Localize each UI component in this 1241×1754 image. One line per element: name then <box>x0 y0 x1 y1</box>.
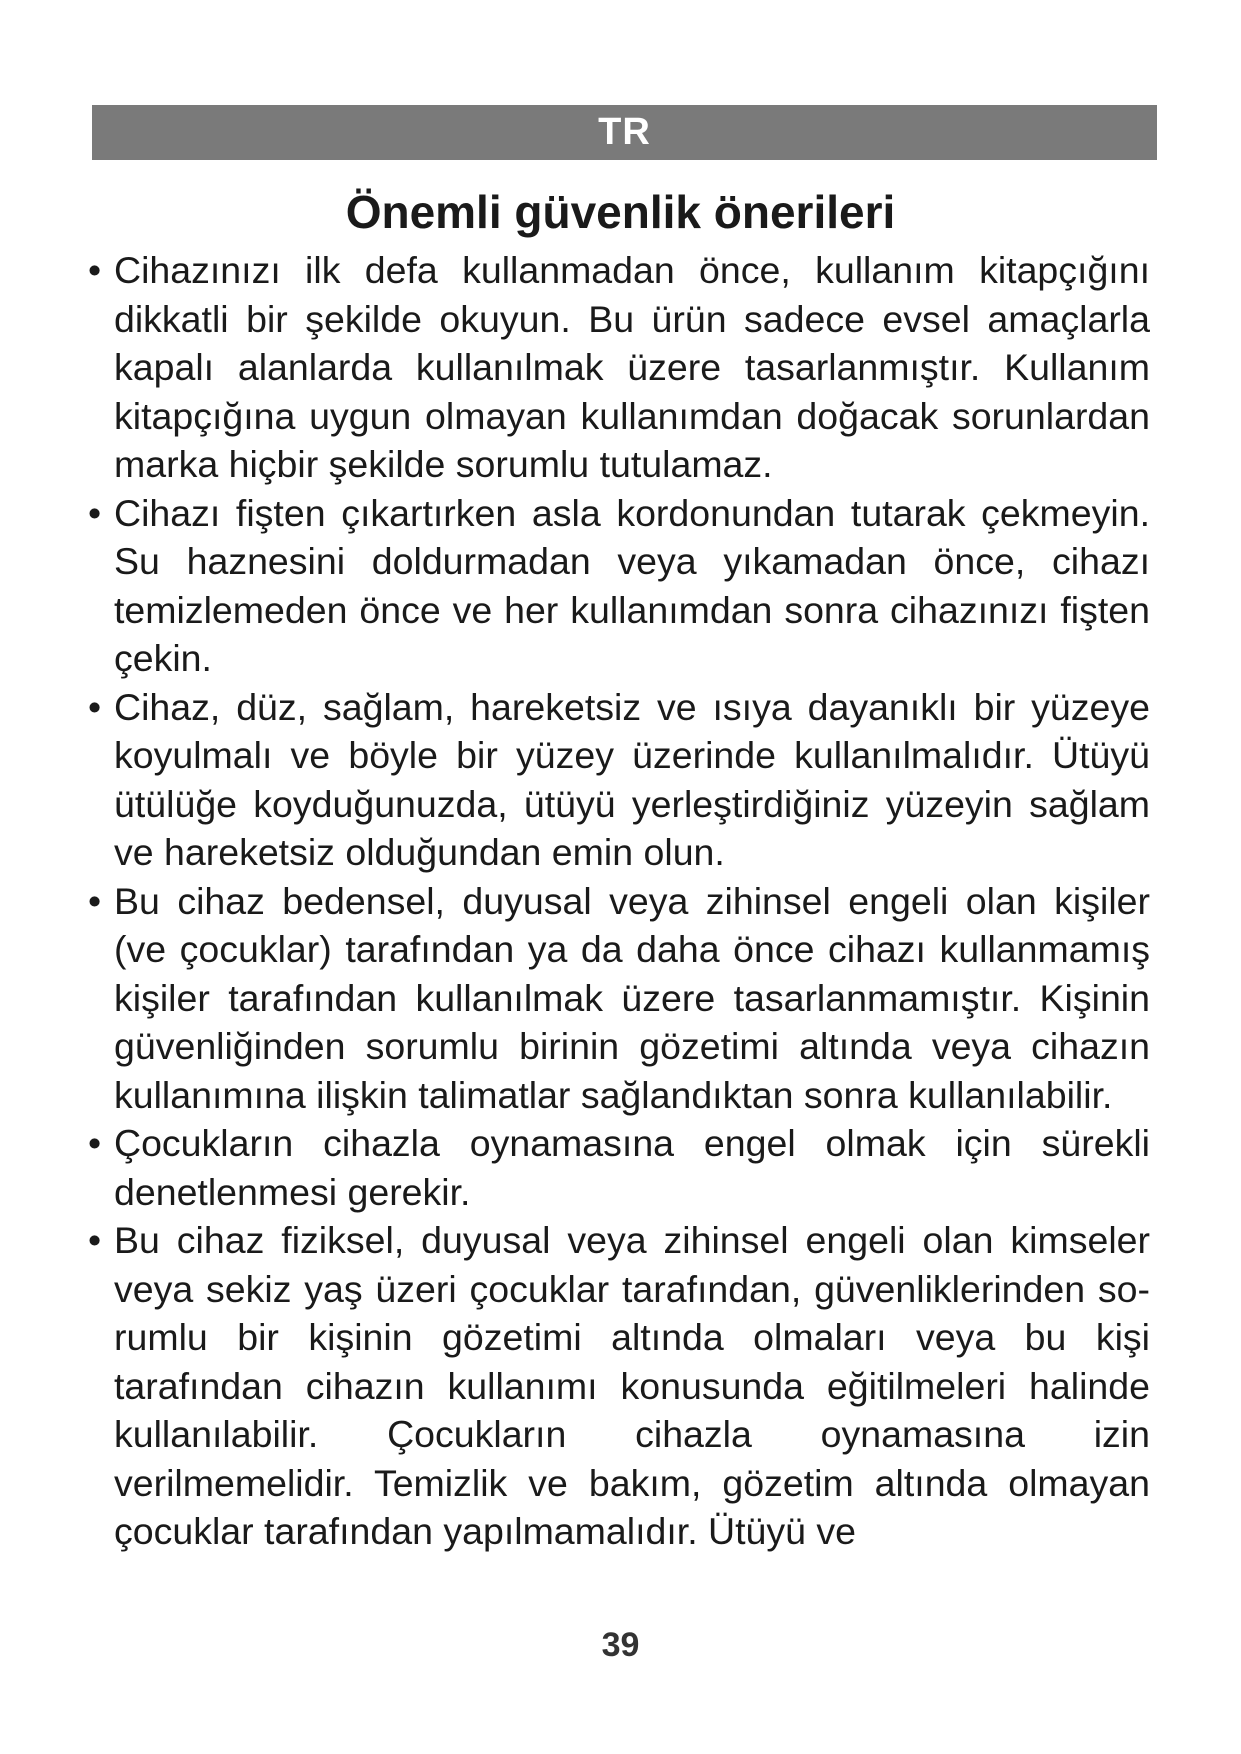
list-item-text: Cihazınızı ilk defa kullanmadan önce, kullanım kitapçığını dikkatli bir şekilde okuyun. Bu ürün sadece evsel amaçlarla kapalı alanlarda kullanılmak üzere tasarlanmıştır. Kullanım kitapçığına uygun olmayan kullanımdan doğacak sorunlardan marka hiçbir şekilde sorumlu tutulamaz. <box>114 249 1150 485</box>
bullet-icon: • <box>88 1122 102 1164</box>
list-item <box>88 877 1150 1120</box>
page-title: Önemli güvenlik önerileri <box>345 186 896 238</box>
bullet-icon: • <box>88 1219 102 1261</box>
list-item-text: Cihaz, düz, sağlam, hareketsiz ve ısıya dayanıklı bir yüzeye koyulmalı ve böyle bir yüzey üzerinde kullanılmalıdır. Ütüyü ütülüğe koyduğunuzda, ütüyü yerleştirdiğiniz yüzeyin sağlam ve hareketsiz olduğundan emin olun. <box>114 685 1150 873</box>
list-item-text: Çocukların cihazla oynamasına engel olmak için sürekli denetlenmesi gerekir. <box>114 1122 1150 1213</box>
language-header-bar <box>92 105 1157 160</box>
list-item <box>88 1216 1150 1556</box>
list-item <box>88 246 1150 489</box>
bullet-icon: • <box>88 491 102 534</box>
safety-list <box>88 246 1150 1556</box>
bullet-icon: • <box>88 879 102 922</box>
page-number: 39 <box>601 1626 640 1664</box>
list-item-text: Bu cihaz bedensel, duyusal veya zihinsel engeli olan kişiler (ve çocuklar) tarafından ya da daha önce cihazı kullanmamış kişiler tarafından kullanılmak üzere tasarlanmamıştır. Kişinin güvenliğinden sorumlu birinin gözetimi altında veya cihazın kullanımına ilişkin talimatlar sağlandıktan sonra kullanılabilir. <box>114 879 1150 1116</box>
language-code: TR <box>598 111 651 153</box>
bullet-icon: • <box>88 685 102 728</box>
list-item-text: Cihazı fişten çıkartırken asla kordonundan tutarak çekmeyin. Su haznesini doldurmadan veya yıkamadan önce, cihazı temizlemeden önce ve her kullanımdan sonra cihazınızı fişten çekin. <box>114 491 1150 679</box>
list-item <box>88 489 1150 683</box>
bullet-icon: • <box>88 249 102 291</box>
list-item <box>88 1119 1150 1216</box>
list-item <box>88 683 1150 877</box>
list-item-text: Bu cihaz fiziksel, duyusal veya zihinsel engeli olan kimseler veya sekiz yaş üzeri çocuklar tarafından, güvenliklerinden so- rumlu bir kişinin gözetimi altında olmaları veya bu kişi tarafından cihazın kullanımı konusunda eğitilmeleri halinde kullanılabilir. Çocukların cihazla oynamasına izin verilmemelidir. Temizlik ve bakım, gözetim altında olmayan çocuklar tarafından yapılmamalıdır. Ütüyü ve <box>114 1219 1150 1552</box>
